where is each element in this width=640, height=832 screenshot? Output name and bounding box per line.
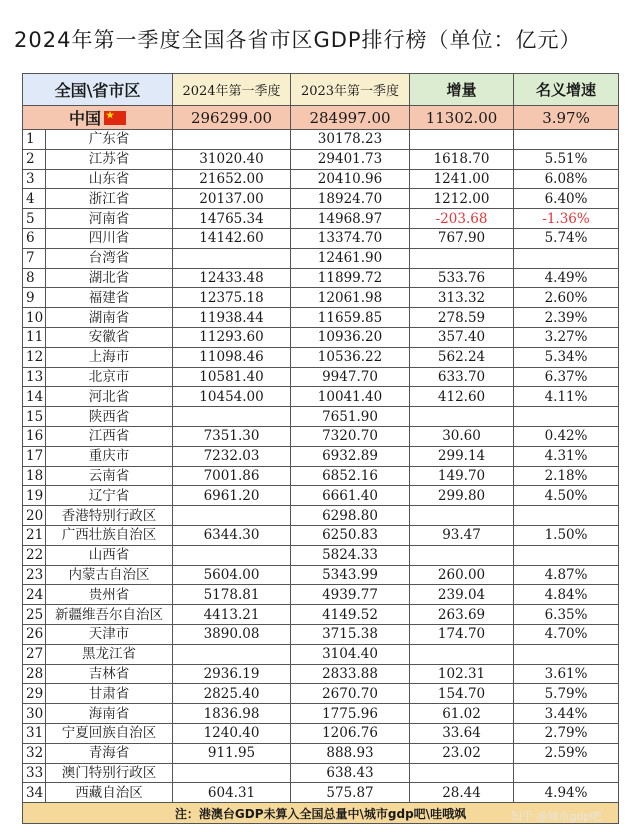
rank-cell: 33 (23, 763, 46, 783)
region-cell: 河北省 (46, 387, 173, 407)
gdp-2024-cell: 12433.48 (173, 268, 291, 288)
increase-cell: 562.24 (410, 347, 514, 367)
gdp-2023-cell: 9947.70 (291, 367, 410, 387)
region-cell: 山西省 (46, 545, 173, 565)
region-cell: 青海省 (46, 743, 173, 763)
gdp-2024-cell: 5604.00 (173, 565, 291, 585)
increase-cell: 149.70 (410, 466, 514, 486)
growth-rate-cell: 4.84% (514, 585, 619, 605)
gdp-2023-cell: 12461.90 (291, 248, 410, 268)
gdp-2023-cell: 6298.80 (291, 506, 410, 526)
gdp-2023-cell: 3104.40 (291, 644, 410, 664)
region-cell: 河南省 (46, 209, 173, 229)
growth-rate-cell: 4.49% (514, 268, 619, 288)
china-flag-icon (104, 111, 126, 125)
table-row (23, 743, 619, 763)
table-row (23, 228, 619, 248)
growth-rate-cell (514, 644, 619, 664)
gdp-2023-cell: 14968.97 (291, 209, 410, 229)
region-cell: 黑龙江省 (46, 644, 173, 664)
rank-cell: 24 (23, 585, 46, 605)
rank-cell: 7 (23, 248, 46, 268)
rank-cell: 5 (23, 209, 46, 229)
header-2023-q1: 2023年第一季度 (291, 74, 410, 106)
rank-cell: 26 (23, 624, 46, 644)
increase-cell (410, 130, 514, 150)
gdp-2024-cell: 11938.44 (173, 308, 291, 328)
region-cell: 江苏省 (46, 149, 173, 169)
gdp-2023-cell: 6250.83 (291, 525, 410, 545)
gdp-2024-cell: 1240.40 (173, 723, 291, 743)
table-row (23, 684, 619, 704)
region-cell: 内蒙古自治区 (46, 565, 173, 585)
gdp-2024-cell (173, 763, 291, 783)
region-cell: 北京市 (46, 367, 173, 387)
table-row (23, 644, 619, 664)
gdp-2023-cell: 888.93 (291, 743, 410, 763)
table-row (23, 169, 619, 189)
national-total-row (23, 106, 619, 130)
table-row (23, 664, 619, 684)
gdp-2024-cell (173, 545, 291, 565)
national-2024-cell: 296299.00 (173, 106, 291, 130)
gdp-2023-cell: 575.87 (291, 783, 410, 803)
table-row (23, 624, 619, 644)
table-row (23, 248, 619, 268)
increase-cell: 61.02 (410, 704, 514, 724)
growth-rate-cell (514, 506, 619, 526)
gdp-2024-cell (173, 407, 291, 427)
growth-rate-cell (514, 130, 619, 150)
region-cell: 湖南省 (46, 308, 173, 328)
region-cell: 广西壮族自治区 (46, 525, 173, 545)
table-row (23, 288, 619, 308)
gdp-2024-cell: 5178.81 (173, 585, 291, 605)
growth-rate-cell: 4.31% (514, 446, 619, 466)
growth-rate-cell: 2.59% (514, 743, 619, 763)
rank-cell: 11 (23, 327, 46, 347)
growth-rate-cell (514, 545, 619, 565)
gdp-2023-cell: 12061.98 (291, 288, 410, 308)
table-row (23, 763, 619, 783)
national-region-cell (23, 106, 173, 130)
gdp-2023-cell: 4939.77 (291, 585, 410, 605)
increase-cell (410, 763, 514, 783)
gdp-2023-cell: 3715.38 (291, 624, 410, 644)
growth-rate-cell: 3.27% (514, 327, 619, 347)
gdp-2023-cell: 13374.70 (291, 228, 410, 248)
rank-cell: 23 (23, 565, 46, 585)
rank-cell: 3 (23, 169, 46, 189)
gdp-2023-cell: 6932.89 (291, 446, 410, 466)
table-row (23, 446, 619, 466)
growth-rate-cell: 5.79% (514, 684, 619, 704)
gdp-2024-cell: 3890.08 (173, 624, 291, 644)
table-row (23, 525, 619, 545)
gdp-2023-cell: 10936.20 (291, 327, 410, 347)
table-row (23, 149, 619, 169)
page-title: 2024年第一季度全国各省市区GDP排行榜（单位：亿元） (14, 28, 582, 52)
growth-rate-cell: 3.44% (514, 704, 619, 724)
rank-cell: 14 (23, 387, 46, 407)
increase-cell: 93.47 (410, 525, 514, 545)
gdp-2023-cell: 11659.85 (291, 308, 410, 328)
gdp-2024-cell: 7351.30 (173, 426, 291, 446)
rank-cell: 13 (23, 367, 46, 387)
footnote: 注：港澳台GDP未算入全国总量中\城市gdp吧\哇哦飒 (23, 803, 619, 824)
gdp-2024-cell: 7001.86 (173, 466, 291, 486)
growth-rate-cell: 3.61% (514, 664, 619, 684)
table-row (23, 704, 619, 724)
table-row (23, 327, 619, 347)
table-row (23, 605, 619, 625)
growth-rate-cell: 2.79% (514, 723, 619, 743)
national-2023-cell: 284997.00 (291, 106, 410, 130)
increase-cell (410, 545, 514, 565)
growth-rate-cell: 4.94% (514, 783, 619, 803)
increase-cell: 767.90 (410, 228, 514, 248)
rank-cell: 4 (23, 189, 46, 209)
increase-cell: 33.64 (410, 723, 514, 743)
gdp-2023-cell: 4149.52 (291, 605, 410, 625)
rank-cell: 31 (23, 723, 46, 743)
growth-rate-cell: 2.60% (514, 288, 619, 308)
gdp-2023-cell: 6661.40 (291, 486, 410, 506)
increase-cell (410, 407, 514, 427)
growth-rate-cell: 4.11% (514, 387, 619, 407)
growth-rate-cell: 2.39% (514, 308, 619, 328)
region-cell: 湖北省 (46, 268, 173, 288)
increase-cell: -203.68 (410, 209, 514, 229)
rank-cell: 29 (23, 684, 46, 704)
gdp-ranking-table (22, 73, 619, 824)
gdp-2023-cell: 29401.73 (291, 149, 410, 169)
increase-cell (410, 248, 514, 268)
gdp-2024-cell: 4413.21 (173, 605, 291, 625)
gdp-2023-cell: 2670.70 (291, 684, 410, 704)
rank-cell: 19 (23, 486, 46, 506)
rank-cell: 1 (23, 130, 46, 150)
rank-cell: 28 (23, 664, 46, 684)
region-cell: 福建省 (46, 288, 173, 308)
region-cell: 陕西省 (46, 407, 173, 427)
region-cell: 天津市 (46, 624, 173, 644)
rank-cell: 34 (23, 783, 46, 803)
national-growth-cell: 3.97% (514, 106, 619, 130)
table-row (23, 545, 619, 565)
rank-cell: 15 (23, 407, 46, 427)
table-row (23, 268, 619, 288)
increase-cell: 239.04 (410, 585, 514, 605)
rank-cell: 8 (23, 268, 46, 288)
table-row (23, 466, 619, 486)
rank-cell: 20 (23, 506, 46, 526)
increase-cell: 357.40 (410, 327, 514, 347)
header-region: 全国\省市区 (23, 74, 173, 106)
region-cell: 云南省 (46, 466, 173, 486)
table-row (23, 189, 619, 209)
growth-rate-cell: 5.51% (514, 149, 619, 169)
table-row (23, 347, 619, 367)
gdp-2023-cell: 2833.88 (291, 664, 410, 684)
table-row (23, 387, 619, 407)
region-cell: 贵州省 (46, 585, 173, 605)
rank-cell: 16 (23, 426, 46, 446)
increase-cell: 1212.00 (410, 189, 514, 209)
header-growth-rate: 名义增速 (514, 74, 619, 106)
growth-rate-cell: 4.50% (514, 486, 619, 506)
gdp-2024-cell: 604.31 (173, 783, 291, 803)
region-cell: 广东省 (46, 130, 173, 150)
growth-rate-cell: 4.70% (514, 624, 619, 644)
region-cell: 台湾省 (46, 248, 173, 268)
gdp-2023-cell: 5824.33 (291, 545, 410, 565)
rank-cell: 27 (23, 644, 46, 664)
increase-cell: 174.70 (410, 624, 514, 644)
gdp-2024-cell: 20137.00 (173, 189, 291, 209)
growth-rate-cell: 6.40% (514, 189, 619, 209)
rank-cell: 17 (23, 446, 46, 466)
rank-cell: 32 (23, 743, 46, 763)
increase-cell: 30.60 (410, 426, 514, 446)
table-row (23, 367, 619, 387)
gdp-2023-cell: 11899.72 (291, 268, 410, 288)
gdp-2024-cell (173, 506, 291, 526)
increase-cell: 278.59 (410, 308, 514, 328)
increase-cell: 260.00 (410, 565, 514, 585)
increase-cell: 154.70 (410, 684, 514, 704)
gdp-2023-cell: 5343.99 (291, 565, 410, 585)
gdp-2024-cell (173, 644, 291, 664)
gdp-2024-cell: 10454.00 (173, 387, 291, 407)
increase-cell (410, 644, 514, 664)
gdp-2024-cell: 14765.34 (173, 209, 291, 229)
table-row (23, 308, 619, 328)
growth-rate-cell (514, 407, 619, 427)
region-cell: 香港特别行政区 (46, 506, 173, 526)
table-row (23, 486, 619, 506)
increase-cell: 263.69 (410, 605, 514, 625)
gdp-2023-cell: 10536.22 (291, 347, 410, 367)
gdp-2024-cell: 10581.40 (173, 367, 291, 387)
region-cell: 西藏自治区 (46, 783, 173, 803)
increase-cell: 1241.00 (410, 169, 514, 189)
growth-rate-cell: 5.74% (514, 228, 619, 248)
gdp-2024-cell: 911.95 (173, 743, 291, 763)
table-row (23, 565, 619, 585)
region-cell: 海南省 (46, 704, 173, 724)
increase-cell: 299.14 (410, 446, 514, 466)
gdp-2023-cell: 18924.70 (291, 189, 410, 209)
gdp-2024-cell: 31020.40 (173, 149, 291, 169)
region-cell: 四川省 (46, 228, 173, 248)
growth-rate-cell: 4.87% (514, 565, 619, 585)
rank-cell: 21 (23, 525, 46, 545)
gdp-2024-cell: 2825.40 (173, 684, 291, 704)
growth-rate-cell (514, 763, 619, 783)
table-row (23, 723, 619, 743)
national-region-label: 中国 (69, 109, 102, 128)
gdp-2024-cell (173, 248, 291, 268)
table-row (23, 130, 619, 150)
region-cell: 安徽省 (46, 327, 173, 347)
increase-cell: 23.02 (410, 743, 514, 763)
rank-cell: 12 (23, 347, 46, 367)
gdp-2024-cell: 11098.46 (173, 347, 291, 367)
region-cell: 辽宁省 (46, 486, 173, 506)
table-row (23, 585, 619, 605)
gdp-2024-cell: 21652.00 (173, 169, 291, 189)
gdp-2024-cell: 6961.20 (173, 486, 291, 506)
gdp-2024-cell: 11293.60 (173, 327, 291, 347)
rank-cell: 6 (23, 228, 46, 248)
region-cell: 江西省 (46, 426, 173, 446)
region-cell: 甘肃省 (46, 684, 173, 704)
gdp-2023-cell: 638.43 (291, 763, 410, 783)
table-row (23, 506, 619, 526)
rank-cell: 30 (23, 704, 46, 724)
rank-cell: 2 (23, 149, 46, 169)
table-row (23, 407, 619, 427)
region-cell: 吉林省 (46, 664, 173, 684)
gdp-2023-cell: 7320.70 (291, 426, 410, 446)
table-row (23, 209, 619, 229)
header-row (23, 74, 619, 106)
gdp-2024-cell: 1836.98 (173, 704, 291, 724)
region-cell: 上海市 (46, 347, 173, 367)
growth-rate-cell: 2.18% (514, 466, 619, 486)
gdp-2024-cell: 14142.60 (173, 228, 291, 248)
increase-cell: 313.32 (410, 288, 514, 308)
increase-cell: 533.76 (410, 268, 514, 288)
rank-cell: 18 (23, 466, 46, 486)
header-increase: 增量 (410, 74, 514, 106)
growth-rate-cell: 6.35% (514, 605, 619, 625)
increase-cell: 1618.70 (410, 149, 514, 169)
rank-cell: 9 (23, 288, 46, 308)
region-cell: 山东省 (46, 169, 173, 189)
gdp-2023-cell: 20410.96 (291, 169, 410, 189)
rank-cell: 25 (23, 605, 46, 625)
gdp-2024-cell: 7232.03 (173, 446, 291, 466)
gdp-2023-cell: 1206.76 (291, 723, 410, 743)
increase-cell: 299.80 (410, 486, 514, 506)
gdp-2023-cell: 6852.16 (291, 466, 410, 486)
gdp-2024-cell: 12375.18 (173, 288, 291, 308)
increase-cell: 28.44 (410, 783, 514, 803)
growth-rate-cell: 1.50% (514, 525, 619, 545)
region-cell: 澳门特别行政区 (46, 763, 173, 783)
growth-rate-cell: 6.37% (514, 367, 619, 387)
increase-cell: 102.31 (410, 664, 514, 684)
header-2024-q1: 2024年第一季度 (173, 74, 291, 106)
gdp-2024-cell (173, 130, 291, 150)
gdp-2024-cell: 6344.30 (173, 525, 291, 545)
watermark: 知乎 @城市gdp吧 (511, 810, 602, 823)
growth-rate-cell: 0.42% (514, 426, 619, 446)
growth-rate-cell: 6.08% (514, 169, 619, 189)
gdp-2023-cell: 30178.23 (291, 130, 410, 150)
growth-rate-cell (514, 248, 619, 268)
increase-cell: 412.60 (410, 387, 514, 407)
increase-cell: 633.70 (410, 367, 514, 387)
growth-rate-cell: -1.36% (514, 209, 619, 229)
table-row (23, 783, 619, 803)
rank-cell: 10 (23, 308, 46, 328)
growth-rate-cell: 5.34% (514, 347, 619, 367)
region-cell: 宁夏回族自治区 (46, 723, 173, 743)
table-row (23, 426, 619, 446)
national-increase-cell: 11302.00 (410, 106, 514, 130)
region-cell: 新疆维吾尔自治区 (46, 605, 173, 625)
rank-cell: 22 (23, 545, 46, 565)
region-cell: 重庆市 (46, 446, 173, 466)
gdp-2023-cell: 1775.96 (291, 704, 410, 724)
gdp-2023-cell: 7651.90 (291, 407, 410, 427)
gdp-2024-cell: 2936.19 (173, 664, 291, 684)
gdp-2023-cell: 10041.40 (291, 387, 410, 407)
increase-cell (410, 506, 514, 526)
region-cell: 浙江省 (46, 189, 173, 209)
